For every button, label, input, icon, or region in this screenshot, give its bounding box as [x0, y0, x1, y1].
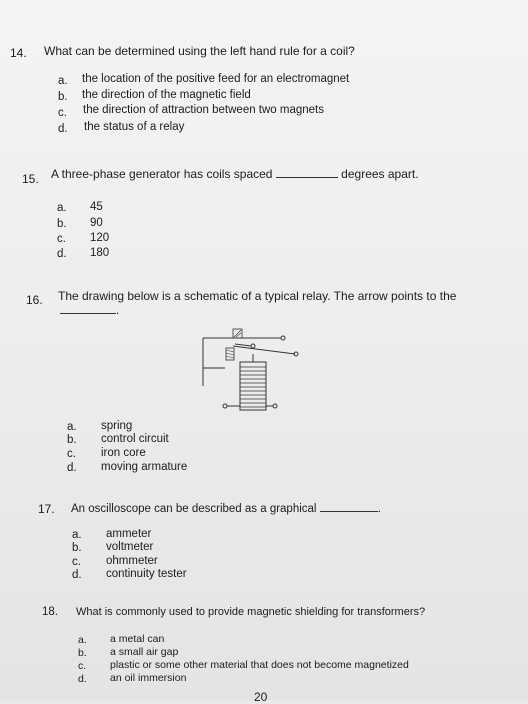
- relay-schematic-diagram: [195, 318, 305, 418]
- q16-option-a-text: spring: [101, 420, 133, 432]
- q14-option-a-text: the location of the positive feed for an electromagnet: [82, 73, 350, 85]
- q16-option-a-letter: a.: [67, 421, 77, 433]
- q16-option-c-text: iron core: [101, 447, 146, 459]
- q15-option-d-text: 180: [90, 247, 110, 259]
- question-17-text-after: .: [377, 503, 381, 515]
- question-17-number: 17.: [38, 502, 55, 516]
- q15-option-a-text: 45: [90, 201, 103, 213]
- question-15-text-after: degrees apart.: [341, 167, 419, 181]
- question-16-line2: [60, 303, 119, 317]
- question-15-number: 15.: [22, 172, 39, 186]
- q18-option-c-text: plastic or some other material that does not become magnetized: [110, 659, 409, 671]
- q14-option-b-letter: b.: [58, 91, 68, 103]
- bleed-through-area: [395, 42, 505, 132]
- q16-option-b-text: control circuit: [101, 433, 169, 445]
- question-16-line2-after: .: [116, 303, 120, 317]
- q14-option-d-text: the status of a relay: [84, 121, 185, 133]
- q17-option-a-letter: a.: [72, 529, 82, 541]
- q17-option-a-text: ammeter: [106, 528, 152, 540]
- q17-option-d-letter: d.: [72, 569, 82, 581]
- q18-option-d-letter: d.: [78, 673, 87, 685]
- q14-option-c-text: the direction of attraction between two magnets: [83, 104, 325, 116]
- question-16-text: The drawing below is a schematic of a typical relay. The arrow points to the: [58, 289, 457, 303]
- page-number: 20: [254, 690, 268, 704]
- q18-option-a-text: a metal can: [110, 633, 165, 645]
- q15-option-d-letter: d.: [57, 248, 67, 260]
- q15-option-a-letter: a.: [57, 202, 67, 214]
- question-17-text-before: An oscilloscope can be described as a graphical: [71, 503, 317, 515]
- question-17-answer-blank: [320, 502, 378, 512]
- question-18-number: 18.: [42, 606, 58, 618]
- question-14-text: What can be determined using the left hand rule for a coil?: [44, 44, 355, 58]
- q14-option-b-text: the direction of the magnetic field: [82, 89, 251, 101]
- q14-option-d-letter: d.: [58, 123, 68, 135]
- q16-option-b-letter: b.: [67, 434, 77, 446]
- q17-option-c-letter: c.: [72, 556, 81, 568]
- q18-option-b-text: a small air gap: [110, 646, 179, 658]
- q17-option-b-letter: b.: [72, 542, 82, 554]
- q15-option-b-text: 90: [90, 217, 103, 229]
- question-16-number: 16.: [26, 293, 43, 307]
- q17-option-d-text: continuity tester: [106, 568, 187, 580]
- question-18-text: What is commonly used to provide magnetic shielding for transformers?: [76, 606, 426, 618]
- question-16-answer-blank: [60, 304, 116, 314]
- q17-option-c-text: ohmmeter: [106, 555, 158, 567]
- q17-option-b-text: voltmeter: [106, 541, 154, 553]
- q18-option-a-letter: a.: [78, 634, 87, 646]
- question-14-number: 14.: [10, 46, 27, 60]
- q18-option-d-text: an oil immersion: [110, 672, 187, 684]
- q14-option-a-letter: a.: [58, 75, 68, 87]
- question-17-text: [71, 502, 381, 515]
- q18-option-c-letter: c.: [78, 660, 87, 672]
- question-15-text-before: A three-phase generator has coils spaced: [51, 167, 273, 181]
- q16-option-c-letter: c.: [67, 448, 76, 460]
- q18-option-b-letter: b.: [78, 647, 87, 659]
- q15-option-b-letter: b.: [57, 218, 67, 230]
- q16-option-d-text: moving armature: [101, 461, 188, 473]
- question-15-text: [51, 167, 419, 181]
- q15-option-c-letter: c.: [57, 233, 66, 245]
- question-15-answer-blank: [276, 168, 338, 178]
- q15-option-c-text: 120: [90, 232, 110, 244]
- q14-option-c-letter: c.: [58, 107, 67, 119]
- q16-option-d-letter: d.: [67, 462, 77, 474]
